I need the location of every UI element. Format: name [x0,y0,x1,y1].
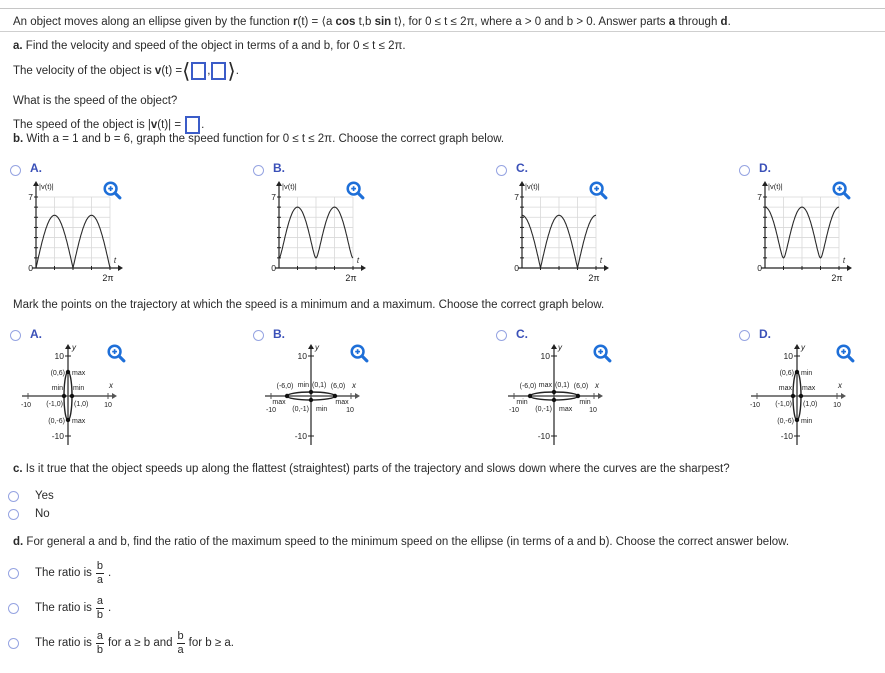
fraction-a-over-b: $\frac{a}{b}$ [96,594,104,621]
svg-text:7: 7 [757,192,762,202]
svg-text:(0,1): (0,1) [312,382,327,389]
svg-text:min: min [516,399,528,406]
svg-text:y: y [315,343,319,352]
velocity-answer-text: The velocity of the object is v(t) = [13,65,183,77]
svg-text:max: max [72,418,86,425]
svg-text:y: y [72,343,76,352]
velocity-y-input[interactable] [211,62,226,80]
svg-text:min: min [579,399,591,406]
zoom-in-icon[interactable] [835,343,856,364]
svg-text:min: min [801,370,813,377]
svg-text:|v(t)|: |v(t)| [282,182,297,191]
fraction-b-over-a: $\frac{b}{a}$ [177,629,184,656]
svg-text:(0,1): (0,1) [555,382,570,389]
ratio-option-2 [8,591,111,625]
yes-radio[interactable] [8,491,19,502]
zoom-in-icon[interactable] [106,343,127,364]
svg-text:0: 0 [271,263,276,273]
svg-text:x: x [352,381,356,390]
svg-text:max: max [72,370,86,377]
svg-text:2π: 2π [588,273,600,283]
svg-text:max: max [538,382,552,389]
svg-text:(0,-6): (0,-6) [777,418,794,425]
speed-graph-option-b-radio[interactable] [253,165,264,176]
svg-text:-10: -10 [20,402,32,409]
option-letter: D. [759,161,771,175]
fraction-a-over-b: $\frac{a}{b}$ [96,629,104,656]
part-c-heading: c. Is it true that the object speeds up along the flattest (straightest) parts of the trajectory and slows down where the curves are the sharpest? [13,463,730,475]
svg-text:10: 10 [346,407,354,414]
svg-text:x: x [109,381,113,390]
svg-text:min: min [297,382,309,389]
svg-text:2π: 2π [102,273,114,283]
condition-text: for a ≥ b and [108,637,173,649]
part-a-heading: a. Find the velocity and speed of the object in terms of a and b, for 0 ≤ t ≤ 2π. [13,40,406,52]
ratio-option-1 [8,556,111,590]
svg-text:-10: -10 [294,431,307,441]
trajectory-option-b-radio[interactable] [253,330,264,341]
svg-text:(-6,0): (-6,0) [276,383,294,390]
speed-graph-option-a-radio[interactable] [10,165,21,176]
svg-text:|v(t)|: |v(t)| [768,182,783,191]
svg-text:0: 0 [514,263,519,273]
period: . [235,65,239,77]
period: . [108,602,112,614]
svg-text:t: t [599,256,603,265]
svg-text:-10: -10 [265,407,277,414]
zoom-in-icon[interactable] [592,343,613,364]
speed-graph-option-a [10,162,185,294]
ratio-option-3-radio[interactable] [8,638,19,649]
option-letter: A. [30,161,42,175]
option-letter: B. [273,327,285,341]
svg-text:(0,-1): (0,-1) [292,406,309,413]
speed-graph-option-c-radio[interactable] [496,165,507,176]
svg-text:max: max [272,399,286,406]
problem-statement: An object moves along an ellipse given by the function r(t) = ⟨a cos t,b sin t⟩, for 0 ≤ t ≤ 2π, where a > 0 and b > 0. Answer parts a through d. [13,16,731,28]
zoom-in-icon[interactable] [588,180,609,201]
ratio-option-3 [8,626,234,660]
close-angle-bracket: ⟩ [227,59,236,83]
svg-text:(0,-1): (0,-1) [535,406,552,413]
svg-text:min: min [801,418,813,425]
period: . [108,567,112,579]
trajectory-option-c [496,329,671,461]
zoom-in-icon[interactable] [349,343,370,364]
svg-text:0: 0 [757,263,762,273]
svg-text:t: t [113,256,117,265]
velocity-answer-line [13,59,239,83]
svg-text:(6,0): (6,0) [573,383,589,390]
svg-text:(0,6): (0,6) [779,370,794,377]
svg-text:10: 10 [104,402,112,409]
svg-text:(-6,0): (-6,0) [519,383,537,390]
statement-divider [0,31,885,32]
svg-text:10: 10 [589,407,597,414]
svg-text:10: 10 [54,351,64,361]
svg-text:max: max [778,385,792,392]
ratio-option-1-radio[interactable] [8,568,19,579]
svg-text:-10: -10 [51,431,64,441]
yes-label: Yes [35,490,54,502]
svg-text:(0,-6): (0,-6) [48,418,65,425]
svg-text:max: max [802,385,816,392]
fraction-b-over-a: $\frac{b}{a}$ [96,559,104,586]
speed-graph-option-d [739,162,885,294]
no-radio[interactable] [8,509,19,520]
svg-text:10: 10 [297,351,307,361]
svg-text:min: min [316,406,328,413]
condition-text: for b ≥ a. [188,637,234,649]
svg-text:-10: -10 [749,402,761,409]
svg-text:(-1,0): (-1,0) [46,401,63,408]
svg-text:0: 0 [28,263,33,273]
svg-text:10: 10 [833,402,841,409]
svg-text:|v(t)|: |v(t)| [39,182,54,191]
option-letter: B. [273,161,285,175]
speed-question: What is the speed of the object? [13,95,178,107]
ratio-text: The ratio is [35,567,92,579]
svg-text:2π: 2π [345,273,357,283]
option-letter: D. [759,327,771,341]
option-letter: C. [516,327,528,341]
svg-text:(-1,0): (-1,0) [775,401,792,408]
svg-text:10: 10 [783,351,793,361]
comma-separator: , [207,65,211,77]
open-angle-bracket: ⟨ [182,59,191,83]
svg-text:|v(t)|: |v(t)| [525,182,540,191]
trajectory-option-c-radio[interactable] [496,330,507,341]
no-label: No [35,508,50,520]
speed-graph-option-d-radio[interactable] [739,165,750,176]
svg-text:(6,0): (6,0) [330,383,346,390]
svg-text:x: x [595,381,599,390]
svg-text:2π: 2π [831,273,843,283]
option-letter: C. [516,161,528,175]
svg-text:x: x [838,381,842,390]
svg-text:y: y [801,343,805,352]
top-divider [0,8,885,9]
period: . [201,119,205,131]
part-d-heading: d. For general a and b, find the ratio of the maximum speed to the minimum speed on the ellipse (in terms of a and b). Choose the correct answer below. [13,536,790,548]
svg-text:t: t [842,256,846,265]
trajectory-option-d-radio[interactable] [739,330,750,341]
trajectory-option-d [739,329,885,461]
svg-text:t: t [356,256,360,265]
svg-text:(1,0): (1,0) [803,401,818,408]
speed-graph-option-c [496,162,671,294]
trajectory-option-b [253,329,428,461]
ratio-text: The ratio is [35,637,92,649]
svg-text:max: max [335,399,349,406]
no-option [8,508,50,520]
speed-graph-option-b [253,162,428,294]
zoom-in-icon[interactable] [102,180,123,201]
ratio-option-2-radio[interactable] [8,603,19,614]
zoom-in-icon[interactable] [345,180,366,201]
svg-text:-10: -10 [508,407,520,414]
trajectory-option-a-radio[interactable] [10,330,21,341]
svg-text:max: max [559,406,573,413]
yes-option [8,490,54,502]
svg-text:7: 7 [28,192,33,202]
svg-text:-10: -10 [537,431,550,441]
svg-text:min: min [51,385,63,392]
ratio-text: The ratio is [35,602,92,614]
svg-text:y: y [558,343,562,352]
mark-points-heading: Mark the points on the trajectory at which the speed is a minimum and a maximum. Choose the correct graph below. [13,299,605,311]
svg-text:7: 7 [271,192,276,202]
option-letter: A. [30,327,42,341]
speed-answer-text: The speed of the object is |v(t)| = [13,119,182,131]
part-b-heading: b. With a = 1 and b = 6, graph the speed function for 0 ≤ t ≤ 2π. Choose the correct graph below. [13,133,505,145]
svg-text:(0,6): (0,6) [50,370,65,377]
velocity-x-input[interactable] [191,62,206,80]
zoom-in-icon[interactable] [831,180,852,201]
svg-text:7: 7 [514,192,519,202]
trajectory-option-a [10,329,185,461]
speed-input[interactable] [185,116,200,134]
svg-text:10: 10 [540,351,550,361]
svg-text:min: min [73,385,85,392]
svg-text:-10: -10 [780,431,793,441]
svg-text:(1,0): (1,0) [74,401,89,408]
